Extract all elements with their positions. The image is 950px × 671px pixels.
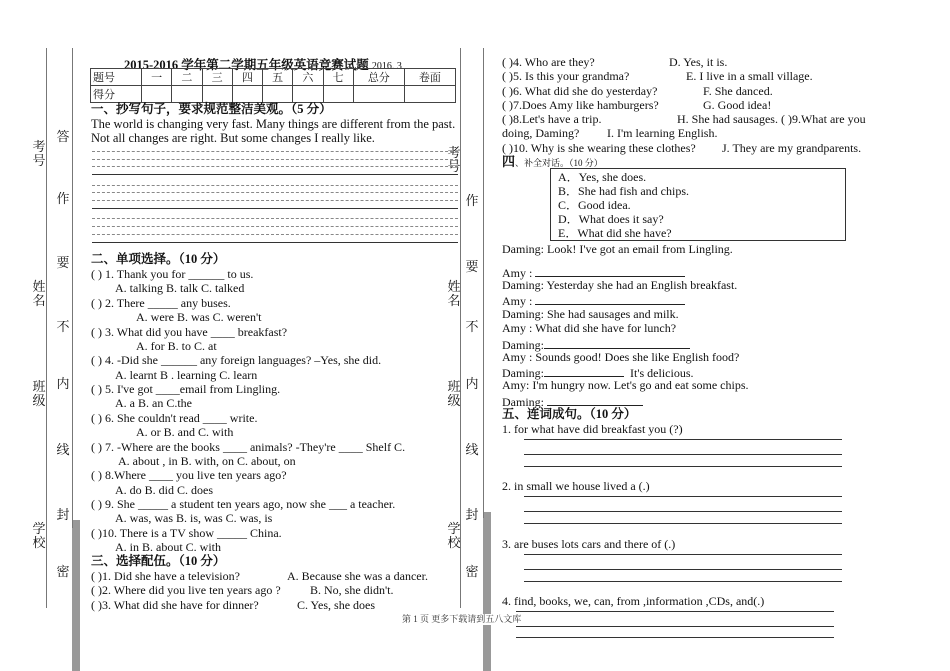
- match-question-2: ( )2. Where did you live ten years ago ?: [91, 583, 281, 597]
- answer-line[interactable]: [516, 637, 834, 638]
- label-name-mid: 姓名: [447, 279, 461, 308]
- section3-heading: 三、选择配伍。（10 分）: [91, 554, 226, 568]
- section1-heading: 一、抄写句子，要求规范整洁美观。（5 分）: [91, 102, 332, 116]
- answer-line[interactable]: [524, 569, 842, 570]
- dialog-line-1: Daming: Look! I've got an email from Lingling.: [502, 242, 733, 256]
- score-input[interactable]: [293, 86, 323, 103]
- mc-options-2[interactable]: A. were B. was C. weren't: [136, 310, 262, 324]
- score-table-header-row: [91, 69, 456, 86]
- dialog-option-a: A．Yes, she does.: [558, 170, 647, 184]
- match-question-8: ( )8.Let's have a trip.: [502, 112, 602, 126]
- binding-char-nei-mid: 内: [465, 376, 479, 391]
- sentence-item-2: 2. in small we house lived a (.): [502, 479, 650, 493]
- score-table: [90, 68, 456, 103]
- binding-bar-left: [72, 520, 80, 671]
- answer-line[interactable]: [524, 511, 842, 512]
- mc-question-1: ( ) 1. Thank you for ______ to us.: [91, 267, 254, 281]
- match-question-3: ( )3. What did she have for dinner?: [91, 598, 259, 612]
- score-input[interactable]: [232, 86, 262, 103]
- match-answer-a: A. Because she was a dancer.: [287, 569, 428, 583]
- score-input[interactable]: [172, 86, 202, 103]
- section1-line2: Not all changes are right. But some changes I really like.: [91, 131, 375, 145]
- match-answer-b: B. No, she didn't.: [310, 583, 394, 597]
- answer-line[interactable]: [524, 454, 842, 455]
- match-answer-c: C. Yes, she does: [297, 598, 376, 612]
- answer-line[interactable]: [524, 466, 842, 467]
- copy-line[interactable]: [92, 218, 458, 219]
- sentence-item-1: 1. for what have did breakfast you (?): [502, 422, 683, 436]
- copy-line[interactable]: [92, 192, 458, 193]
- page-title: 2015-2016 学年第二学期五年级英语竞赛试题 2016. 3: [124, 58, 402, 72]
- dialog-option-e: E．What did she have?: [558, 226, 672, 240]
- binding-char-zuo-mid: 作: [465, 193, 479, 208]
- score-input[interactable]: [404, 86, 455, 103]
- binding-line-mid-2: [483, 48, 484, 518]
- dialog-line-2: Amy :: [502, 264, 685, 280]
- binding-char-nei-left: 内: [56, 376, 70, 391]
- score-cell: 七: [323, 69, 353, 86]
- binding-char-feng-mid: 封: [465, 507, 479, 522]
- section5-heading: 五、连词成句。（10 分）: [502, 407, 637, 421]
- dialog-line-3: Daming: Yesterday she had an English breakfast.: [502, 278, 738, 292]
- mc-question-8: ( ) 8.Where ____ you live ten years ago?: [91, 468, 287, 482]
- copy-line[interactable]: [92, 242, 458, 243]
- score-cell: 五: [263, 69, 293, 86]
- match-question-5: ( )5. Is this your grandma?: [502, 69, 630, 83]
- sentence-item-3: 3. are buses lots cars and there of (.): [502, 537, 676, 551]
- match-question-7: ( )7.Does Amy like hamburgers?: [502, 98, 659, 112]
- match-question-1: ( )1. Did she have a television?: [91, 569, 240, 583]
- match-question-4: ( )4. Who are they?: [502, 55, 595, 69]
- binding-char-da-left: 答: [56, 129, 70, 144]
- score-cell: 四: [232, 69, 262, 86]
- dialog-line-10: Amy: I'm hungry now. Let's go and eat some chips.: [502, 378, 749, 392]
- score-input[interactable]: [353, 86, 404, 103]
- answer-line[interactable]: [524, 554, 842, 555]
- score-cell: 三: [202, 69, 232, 86]
- answer-line[interactable]: [516, 611, 834, 612]
- match-question-9-cont: doing, Daming?: [502, 126, 580, 140]
- mc-options-7[interactable]: A. about , in B. with, on C. about, on: [118, 454, 296, 468]
- score-cell: 得分: [91, 86, 142, 103]
- score-cell: 六: [293, 69, 323, 86]
- score-input[interactable]: [263, 86, 293, 103]
- copy-line[interactable]: [92, 159, 458, 160]
- binding-char-mi-left: 密: [56, 564, 70, 579]
- mc-question-7: ( ) 7. -Where are the books ____ animals? -They're ____ Shelf C.: [91, 440, 406, 454]
- score-table-score-row: [91, 86, 456, 103]
- match-answer-e: E. I live in a small village.: [686, 69, 813, 83]
- section4-heading: 四、补全对话。（10 分）: [502, 154, 603, 169]
- answer-line[interactable]: [516, 626, 834, 627]
- dialog-blank-4[interactable]: [544, 364, 624, 377]
- match-answer-g: G. Good idea!: [703, 98, 772, 112]
- mc-question-6: ( ) 6. She couldn't read ____ write.: [91, 411, 258, 425]
- binding-line-left-2: [72, 48, 73, 528]
- mc-question-9: ( ) 9. She _____ a student ten years ago, now she ___ a teacher.: [91, 497, 396, 511]
- mc-question-10: ( )10. There is a TV show _____ China.: [91, 526, 282, 540]
- dialog-line-4: Amy :: [502, 292, 685, 308]
- match-question-10: ( )10. Why is she wearing these clothes?: [502, 141, 696, 155]
- answer-line[interactable]: [524, 523, 842, 524]
- label-school-mid: 学校: [447, 521, 461, 550]
- score-input[interactable]: [323, 86, 353, 103]
- copy-line[interactable]: [92, 185, 458, 186]
- match-answer-i: I. I'm learning English.: [607, 126, 718, 140]
- dialog-option-d: D．What does it say?: [558, 212, 664, 226]
- match-question-6: ( )6. What did she do yesterday?: [502, 84, 658, 98]
- binding-char-yao-mid: 要: [465, 259, 479, 274]
- answer-line[interactable]: [524, 581, 842, 582]
- copy-line[interactable]: [92, 226, 458, 227]
- binding-char-zuo-left: 作: [56, 191, 70, 206]
- mc-options-3[interactable]: A. for B. to C. at: [136, 339, 217, 353]
- section1-line1: The world is changing very fast. Many things are different from the past.: [91, 117, 456, 131]
- score-cell: 卷面: [404, 69, 455, 86]
- dialog-line-8: Amy : Sounds good! Does she like English food?: [502, 350, 740, 364]
- label-name-left: 姓名: [32, 279, 46, 308]
- mc-options-8[interactable]: A. do B. did C. does: [115, 483, 214, 497]
- match-answer-h: H. She had sausages. ( )9.What are you: [677, 112, 866, 126]
- dialog-blank-2[interactable]: [535, 292, 685, 305]
- copy-line[interactable]: [92, 166, 458, 167]
- dialog-option-c: C．Good idea.: [558, 198, 631, 212]
- binding-char-xian-mid: 线: [465, 442, 479, 457]
- mc-question-4: ( ) 4. -Did she ______ any foreign languages? –Yes, she did.: [91, 353, 382, 367]
- answer-line[interactable]: [524, 439, 842, 440]
- mc-options-9[interactable]: A. was, was B. is, was C. was, is: [115, 511, 273, 525]
- dialog-line-6: Amy : What did she have for lunch?: [502, 321, 677, 335]
- page-footer: 第 1 页 更多下载请到五八文库: [402, 614, 522, 624]
- section2-heading: 二、单项选择。（10 分）: [91, 252, 226, 266]
- match-answer-d: D. Yes, it is.: [669, 55, 728, 69]
- label-class-left: 班级: [32, 379, 46, 408]
- score-input[interactable]: [202, 86, 232, 103]
- mc-options-10[interactable]: A. in B. about C. with: [115, 540, 222, 554]
- match-answer-f: F. She danced.: [703, 84, 773, 98]
- match-answer-j: J. They are my grandparents.: [722, 141, 862, 155]
- copy-line[interactable]: [92, 200, 458, 201]
- mc-question-3: ( ) 3. What did you have ____ breakfast?: [91, 325, 288, 339]
- dialog-blank-1[interactable]: [535, 264, 685, 277]
- copy-line[interactable]: [92, 174, 458, 175]
- label-exam-no-mid: 考号: [447, 145, 461, 174]
- label-school-left: 学校: [32, 521, 46, 550]
- binding-bar-mid: [483, 512, 491, 671]
- binding-char-yao-left: 要: [56, 255, 70, 270]
- score-cell: 总分: [353, 69, 404, 86]
- mc-options-4[interactable]: A. learnt B . learning C. learn: [115, 368, 258, 382]
- mc-question-2: ( ) 2. There _____ any buses.: [91, 296, 231, 310]
- mc-options-1[interactable]: A. talking B. talk C. talked: [115, 281, 245, 295]
- binding-char-xian-left: 线: [56, 442, 70, 457]
- dialog-blank-5[interactable]: [547, 393, 643, 406]
- dialog-line-9: Daming: It's delicious.: [502, 366, 694, 380]
- mc-question-5: ( ) 5. I've got ____email from Lingling.: [91, 382, 281, 396]
- mc-options-6[interactable]: A. or B. and C. with: [136, 425, 234, 439]
- dialog-line-11: Daming:: [502, 393, 643, 409]
- dialog-line-7: Daming:: [502, 336, 690, 352]
- score-cell: 一: [142, 69, 172, 86]
- dialog-option-b: B．She had fish and chips.: [558, 184, 689, 198]
- sentence-item-4: 4. find, books, we, can, from ,information ,CDs, and(.): [502, 594, 765, 608]
- label-exam-no-left: 考号: [32, 139, 46, 168]
- score-cell: 二: [172, 69, 202, 86]
- binding-char-feng-left: 封: [56, 507, 70, 522]
- answer-line[interactable]: [524, 496, 842, 497]
- binding-char-bu-mid: 不: [465, 319, 479, 334]
- binding-char-bu-left: 不: [56, 319, 70, 334]
- mc-options-5[interactable]: A. a B. an C.the: [115, 396, 192, 410]
- label-class-mid: 班级: [447, 379, 461, 408]
- score-input[interactable]: [142, 86, 172, 103]
- binding-char-mi-mid: 密: [465, 564, 479, 579]
- copy-line[interactable]: [92, 151, 458, 152]
- score-cell: 题号: [91, 69, 142, 86]
- copy-line[interactable]: [92, 234, 458, 235]
- dialog-line-5: Daming: She had sausages and milk.: [502, 307, 679, 321]
- copy-line[interactable]: [92, 208, 458, 209]
- dialog-blank-3[interactable]: [544, 336, 690, 349]
